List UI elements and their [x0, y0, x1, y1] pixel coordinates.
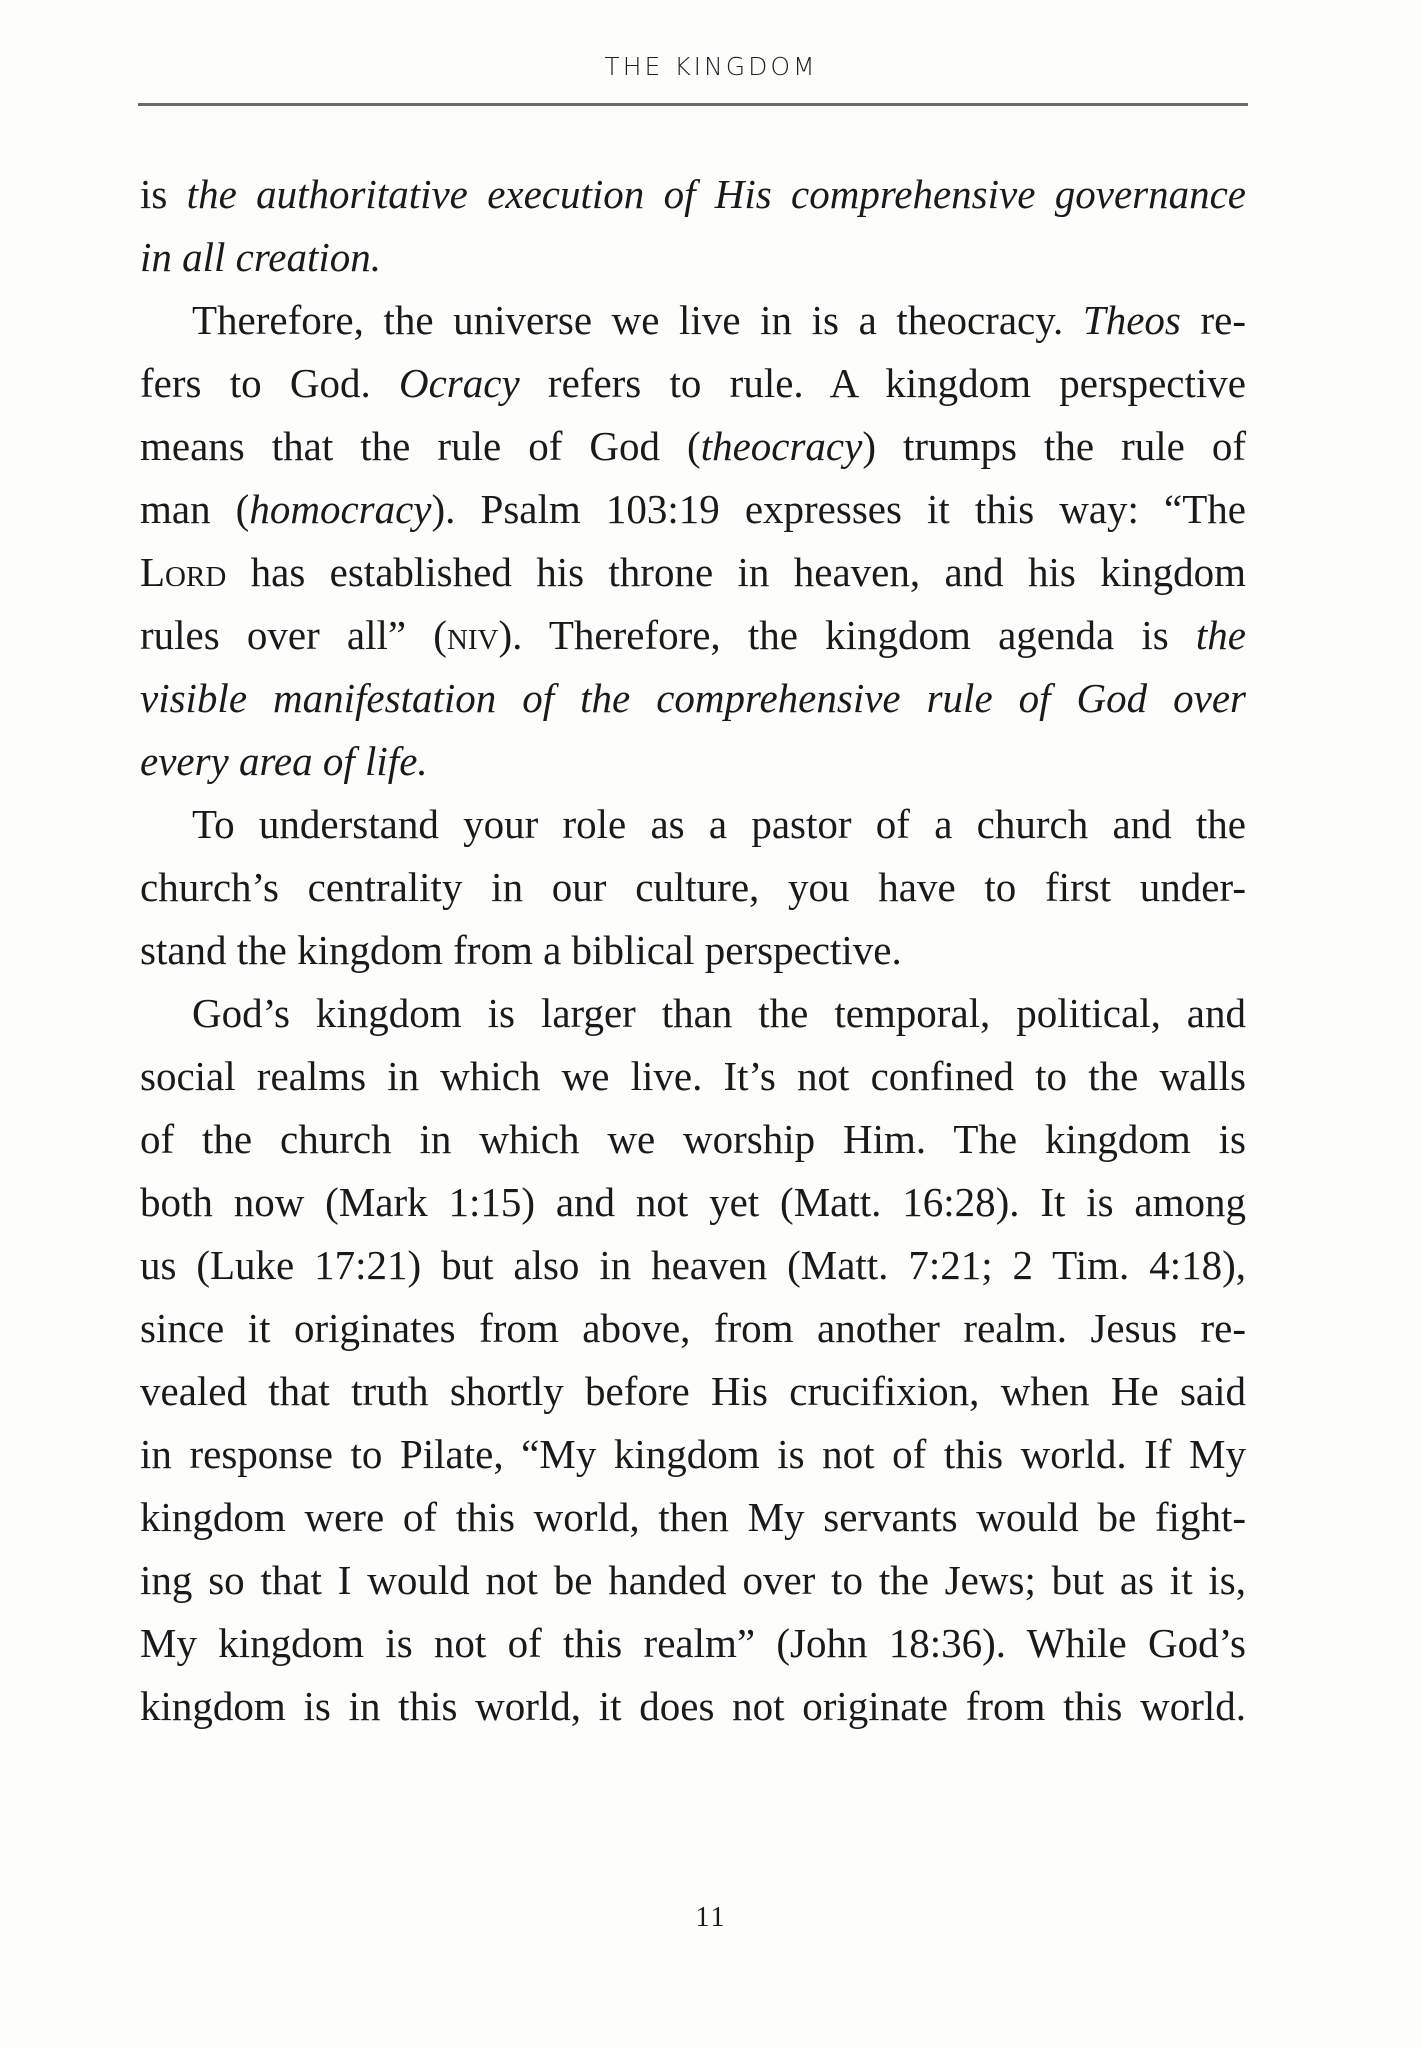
- text-line: [140, 793, 1246, 856]
- text-line: [140, 1108, 1246, 1171]
- text-line: [140, 541, 1246, 604]
- text-span: Therefore, the universe we live in is a theocracy.: [192, 297, 1083, 343]
- text-span: man (: [140, 486, 250, 532]
- page-number: 11: [695, 1902, 727, 1933]
- text-line: [140, 604, 1246, 667]
- text-line: [140, 1360, 1246, 1423]
- text-span: kingdom were of this world, then My servants would be fight-: [140, 1494, 1246, 1540]
- text-line: [140, 415, 1246, 478]
- text-span: stand the kingdom from a biblical perspective.: [140, 927, 902, 973]
- italic-text: Theos: [1082, 297, 1181, 343]
- text-line: [140, 289, 1246, 352]
- text-line: [140, 226, 1246, 289]
- text-line: [140, 856, 1246, 919]
- text-line: [140, 1045, 1246, 1108]
- text-span: kingdom is in this world, it does not originate from this world.: [140, 1683, 1246, 1729]
- text-line: [140, 1171, 1246, 1234]
- text-line: [140, 730, 1246, 793]
- italic-text: theocracy: [700, 423, 863, 469]
- text-span: re-: [1180, 297, 1246, 343]
- text-span: ) trumps the rule of: [862, 423, 1247, 469]
- header-rule: [138, 103, 1248, 106]
- text-span: church’s centrality in our culture, you have to first under-: [140, 864, 1246, 910]
- text-span: us (Luke 17:21) but also in heaven (Matt. 7:21; 2 Tim. 4:18),: [140, 1242, 1246, 1288]
- italic-text: the authoritative execution of His comprehensive governance: [186, 171, 1246, 217]
- text-span: refers to rule. A kingdom perspective: [519, 360, 1246, 406]
- text-span: ing so that I would not be handed over to the Jews; but as it is,: [140, 1557, 1246, 1603]
- small-caps-text: niv: [446, 612, 499, 658]
- italic-text: every area of life.: [140, 738, 428, 784]
- text-span: in response to Pilate, “My kingdom is not of this world. If My: [140, 1431, 1246, 1477]
- text-span: fers to God.: [140, 360, 399, 406]
- text-line: [140, 1675, 1246, 1738]
- text-line: [140, 1297, 1246, 1360]
- text-span: both now (Mark 1:15) and not yet (Matt. 16:28). It is among: [140, 1179, 1246, 1225]
- text-span: means that the rule of God (: [140, 423, 701, 469]
- text-line: [140, 1423, 1246, 1486]
- text-span: is: [140, 171, 187, 217]
- text-line: [140, 163, 1246, 226]
- text-line: [140, 1486, 1246, 1549]
- text-span: My kingdom is not of this realm” (John 18:36). While God’s: [140, 1620, 1246, 1666]
- text-span: ). Therefore, the kingdom agenda is: [498, 612, 1196, 658]
- text-span: social realms in which we live. It’s not confined to the walls: [140, 1053, 1246, 1099]
- italic-text: the: [1195, 612, 1246, 658]
- text-span: has established his throne in heaven, and his kingdom: [226, 549, 1246, 595]
- italic-text: visible manifestation of the comprehensive rule of God over: [140, 675, 1246, 721]
- text-span: since it originates from above, from another realm. Jesus re-: [140, 1305, 1246, 1351]
- text-line: [140, 1549, 1246, 1612]
- text-span: rules over all” (: [140, 612, 447, 658]
- text-span: vealed that truth shortly before His crucifixion, when He said: [140, 1368, 1246, 1414]
- text-span: To understand your role as a pastor of a church and the: [192, 801, 1246, 847]
- italic-text: Ocracy: [399, 360, 520, 406]
- text-line: [140, 352, 1246, 415]
- italic-text: in all creation.: [140, 234, 382, 280]
- small-caps-text: Lord: [140, 549, 227, 595]
- running-head: THE KINGDOM: [604, 52, 818, 81]
- italic-text: homocracy: [249, 486, 432, 532]
- text-span: God’s kingdom is larger than the temporal, political, and: [192, 990, 1246, 1036]
- text-line: [140, 919, 1246, 982]
- text-span: of the church in which we worship Him. The kingdom is: [140, 1116, 1246, 1162]
- text-span: ). Psalm 103:19 expresses it this way: “The: [431, 486, 1246, 532]
- text-line: [140, 478, 1246, 541]
- text-line: [140, 1612, 1246, 1675]
- text-line: [140, 667, 1246, 730]
- text-line: [140, 1234, 1246, 1297]
- text-line: [140, 982, 1246, 1045]
